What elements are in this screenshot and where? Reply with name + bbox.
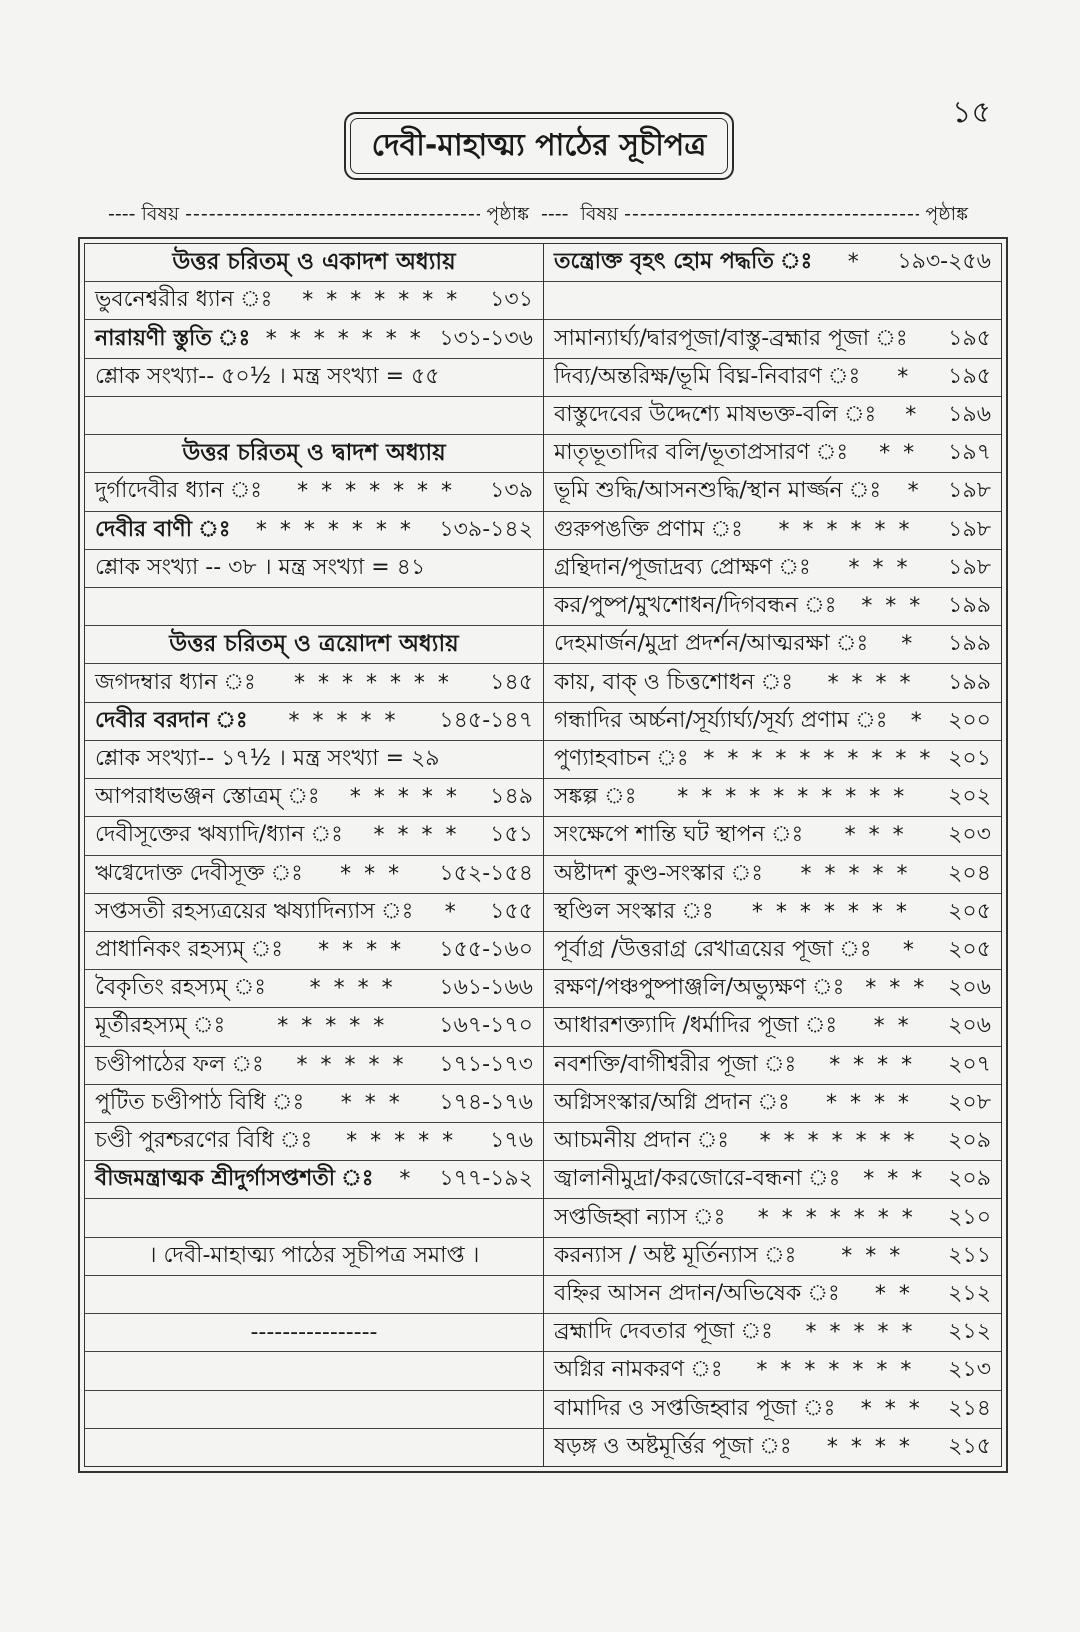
entry-page-number: ১৭৪-১৭৬ — [439, 1089, 533, 1115]
header-mid-dashes: ---- — [541, 203, 569, 225]
entry-title: চণ্ডী পুরশ্চরণের বিধি ঃ — [95, 1128, 313, 1154]
right-toc-entry — [544, 1352, 1001, 1390]
entry-leader-stars: * * * — [340, 1090, 403, 1116]
entry-page-number: ১৯৯ — [948, 631, 991, 657]
entry-title: তন্ত্রোক্ত বৃহৎ হোম পদ্ধতি ঃ — [554, 249, 813, 275]
left-verse-count-note: শ্লোক সংখ্যা-- ১৭½ । মন্ত্র সংখ্যা = ২৯ — [85, 741, 543, 779]
left-section-heading: উত্তর চরিতম্ ও ত্রয়োদশ অধ্যায় — [85, 626, 543, 664]
entry-title: সংক্ষেপে শান্তি ঘট স্থাপন ঃ — [554, 822, 804, 848]
entry-leader-stars: * * * * * — [349, 785, 460, 811]
entry-leader-stars: * * * * * * * — [265, 326, 424, 352]
right-toc-entry — [544, 1008, 1001, 1046]
entry-title: আপরাধভঞ্জন স্তোত্রম্ ঃ — [95, 784, 320, 810]
entry-leader-stars: * * * * * — [277, 1014, 388, 1040]
entry-title: আচমনীয় প্রদান ঃ — [554, 1128, 730, 1154]
entry-title: বহ্নির আসন প্রদান/অভিষেক ঃ — [554, 1281, 840, 1307]
entry-page-number: ১৯৩-২৫৬ — [897, 249, 991, 275]
left-toc-entry — [85, 703, 543, 741]
entry-title: জ্বালানীমুদ্রা/করজোরে-বন্ধনা ঃ — [554, 1166, 841, 1192]
entry-page-number: ১৭৭-১৯২ — [439, 1166, 533, 1192]
right-toc-entry — [544, 1314, 1001, 1352]
right-toc-entry — [544, 1238, 1001, 1276]
entry-leader-stars: * * * * — [309, 976, 396, 1002]
entry-title: নবশক্তি/বাগীশ্বরীর পূজা ঃ — [554, 1051, 797, 1077]
entry-leader-stars: * * * * * * * — [756, 1358, 915, 1384]
entry-title: সামান্যার্ঘ্য/দ্বারপূজা/বাস্তু-ব্রহ্মার পূজা ঃ — [554, 325, 908, 351]
entry-page-number: ১৬৭-১৭০ — [439, 1013, 533, 1039]
right-toc-entry — [544, 970, 1001, 1008]
entry-page-number: ২০১ — [948, 745, 991, 771]
entry-page-number: ২০৯ — [948, 1128, 991, 1154]
entry-leader-stars: * * * * * — [805, 1320, 916, 1346]
entry-page-number: ১৯৮ — [948, 478, 991, 504]
entry-leader-stars: * — [905, 402, 920, 428]
header-dash-fill-left — [185, 203, 480, 225]
entry-title: প্রাধানিকং রহস্যম্ ঃ — [95, 937, 283, 963]
left-centered-note: ---------------- — [85, 1314, 543, 1352]
entry-page-number: ২০৬ — [948, 1013, 991, 1039]
right-toc-entry — [544, 1276, 1001, 1314]
entry-leader-stars: * * * * — [373, 823, 460, 849]
right-toc-entry — [544, 1199, 1001, 1237]
entry-leader-stars: * * — [879, 441, 918, 467]
right-toc-entry — [544, 397, 1001, 435]
header-dash-fill-right — [624, 203, 919, 225]
page-number: ১৫ — [952, 95, 991, 130]
entry-leader-stars: * * * * * * * — [293, 670, 452, 696]
entry-leader-stars: * — [907, 479, 922, 505]
entry-page-number: ১৪৫-১৪৭ — [439, 707, 533, 733]
contents-table-inner — [84, 243, 1002, 1467]
left-section-heading: উত্তর চরিতম্ ও একাদশ অধ্যায় — [85, 244, 543, 282]
left-centered-note: । দেবী-মাহাত্ম্য পাঠের সূচীপত্র সমাপ্ত । — [85, 1238, 543, 1276]
entry-title: দেহমার্জন/মুদ্রা প্রদর্শন/আত্মরক্ষা ঃ — [554, 631, 869, 657]
entry-title: করন্যাস / অষ্ট মূর্তিন্যাস ঃ — [554, 1242, 797, 1268]
entry-page-number: ১৭৬ — [490, 1128, 533, 1154]
right-toc-entry — [544, 932, 1001, 970]
entry-leader-stars: * * * — [848, 555, 911, 581]
entry-page-number: ১৩৯ — [490, 478, 533, 504]
entry-leader-stars: * — [902, 938, 917, 964]
entry-leader-stars: * * * * * — [800, 861, 911, 887]
entry-leader-stars: * * — [873, 1014, 912, 1040]
right-toc-entry — [544, 779, 1001, 817]
entry-title: নারায়ণী স্তুতি ঃ — [95, 325, 251, 351]
entry-page-number: ১৩১ — [490, 287, 533, 313]
entry-leader-stars: * * * * — [318, 938, 405, 964]
entry-leader-stars: * — [910, 708, 925, 734]
entry-page-number: ১৯৮ — [948, 516, 991, 542]
entry-page-number: ১৯৭ — [948, 440, 991, 466]
left-toc-entry — [85, 817, 543, 855]
entry-page-number: ১৩৯-১৪২ — [439, 516, 533, 542]
entry-leader-stars: * * * * * — [296, 1052, 407, 1078]
entry-page-number: ১৪৫ — [490, 669, 533, 695]
left-empty-row — [85, 1429, 543, 1466]
entry-leader-stars: * * * * — [826, 1434, 913, 1460]
entry-leader-stars: * * * * * * * — [302, 288, 461, 314]
entry-leader-stars: * * * — [865, 976, 928, 1002]
right-toc-entry — [544, 473, 1001, 511]
entry-leader-stars: * * * * — [829, 1052, 916, 1078]
entry-title: মাতৃভূতাদির বলি/ভূতাপ্রসারণ ঃ — [554, 440, 849, 466]
entry-leader-stars: * * * * — [827, 670, 914, 696]
entry-leader-stars: * * * * * — [346, 1129, 457, 1155]
entry-page-number: ২০৮ — [948, 1089, 991, 1115]
left-empty-row — [85, 397, 543, 435]
entry-leader-stars: * * * — [861, 594, 924, 620]
left-verse-count-note: শ্লোক সংখ্যা-- ৫০½ । মন্ত্র সংখ্যা = ৫৫ — [85, 359, 543, 397]
entry-leader-stars: * * * * * * * — [751, 899, 910, 925]
entry-title: ভূমি শুদ্ধি/আসনশুদ্ধি/স্থান মার্জ্জন ঃ — [554, 478, 882, 504]
right-toc-entry — [544, 588, 1001, 626]
title-frame — [344, 112, 734, 180]
entry-page-number: ২০৭ — [948, 1051, 991, 1077]
entry-page-number: ১৯৬ — [948, 401, 991, 427]
left-toc-entry — [85, 970, 543, 1008]
entry-page-number: ২০৬ — [948, 975, 991, 1001]
right-toc-entry — [544, 244, 1001, 282]
entry-leader-stars: * * * — [844, 823, 907, 849]
right-empty-row — [544, 282, 1001, 320]
entry-page-number: ১৬১-১৬৬ — [439, 975, 533, 1001]
right-toc-entry — [544, 1429, 1001, 1466]
header-subject-right: বিষয় — [580, 203, 619, 225]
entry-title: বাস্তুদেবের উদ্দেশ্যে মাষভক্ত-বলি ঃ — [554, 401, 877, 427]
entry-page-number: ২১৪ — [948, 1395, 991, 1421]
right-toc-entry — [544, 435, 1001, 473]
left-toc-entry — [85, 320, 543, 358]
entry-page-number: ২১১ — [948, 1242, 991, 1268]
entry-title: গন্ধাদির অর্চ্চনা/সূর্য্যার্ঘ্য/সূর্য্য প্রণাম ঃ — [554, 707, 888, 733]
entry-title: সপ্তসতী রহস্যত্রয়ের ঋষ্যাদিন্যাস ঃ — [95, 898, 414, 924]
entry-leader-stars: * — [897, 364, 912, 390]
entry-page-number: ১৯৮ — [948, 554, 991, 580]
right-toc-entry — [544, 1391, 1001, 1429]
left-toc-entry — [85, 1161, 543, 1199]
entry-page-number: ২১৫ — [948, 1433, 991, 1459]
entry-leader-stars: * * * * * * * * * * — [677, 785, 908, 811]
entry-page-number: ১৯৫ — [948, 325, 991, 351]
entry-page-number: ২০৫ — [948, 937, 991, 963]
entry-page-number: ১৭১-১৭৩ — [439, 1051, 533, 1077]
entry-title: বৈকৃতিং রহস্যম্ ঃ — [95, 975, 267, 1001]
header-page-left: পৃষ্ঠাঙ্ক — [486, 203, 529, 225]
entry-title: জগদম্বার ধ্যান ঃ — [95, 669, 256, 695]
entry-title: আধারশক্ত্যাদি /ধর্মাদির পূজা ঃ — [554, 1013, 838, 1039]
entry-title: ভুবনেশ্বরীর ধ্যান ঃ — [95, 287, 273, 313]
entry-title: সপ্তজিহ্বা ন্যাস ঃ — [554, 1204, 726, 1230]
entry-leader-stars: * — [399, 1167, 414, 1193]
entry-title: বামাদির ও সপ্তজিহ্বার পূজা ঃ — [554, 1395, 836, 1421]
entry-title: ব্রহ্মাদি দেবতার পূজা ঃ — [554, 1319, 773, 1345]
left-toc-entry — [85, 856, 543, 894]
left-empty-row — [85, 1199, 543, 1237]
right-toc-entry — [544, 894, 1001, 932]
entry-page-number: ১৯৯ — [948, 593, 991, 619]
column-header-row — [108, 200, 968, 232]
left-toc-entry — [85, 779, 543, 817]
entry-title: গুরুপঙক্তি প্রণাম ঃ — [554, 516, 743, 542]
entry-leader-stars: * — [901, 632, 916, 658]
entry-leader-stars: * — [847, 250, 862, 276]
right-toc-entry — [544, 1161, 1001, 1199]
left-empty-row — [85, 588, 543, 626]
left-toc-entry — [85, 512, 543, 550]
left-empty-row — [85, 1391, 543, 1429]
header-lead-dashes: ---- — [108, 203, 136, 225]
entry-title: দুর্গাদেবীর ধ্যান ঃ — [95, 478, 263, 504]
entry-page-number: ২১৩ — [948, 1357, 991, 1383]
entry-title: কায়, বাক্ ও চিত্তশোধন ঃ — [554, 669, 793, 695]
entry-leader-stars: * * — [874, 1282, 913, 1308]
page-title: দেবী-মাহাত্ম্য পাঠের সূচীপত্র — [350, 118, 728, 174]
entry-leader-stars: * * * * — [825, 1090, 912, 1116]
contents-table — [78, 237, 1008, 1473]
entry-title: দেবীর বাণী ঃ — [95, 516, 231, 542]
right-toc-entry — [544, 626, 1001, 664]
entry-title: পূর্বাগ্র /উত্তরাগ্র রেখাত্রয়ের পূজা ঃ — [554, 937, 872, 963]
entry-leader-stars: * * * — [863, 1167, 926, 1193]
right-toc-entry — [544, 664, 1001, 702]
entry-title: চণ্ডীপাঠের ফল ঃ — [95, 1051, 264, 1077]
right-toc-entry — [544, 741, 1001, 779]
entry-page-number: ১৫৫ — [490, 898, 533, 924]
entry-title: মূর্তীরহস্যম্ ঃ — [95, 1013, 226, 1039]
left-empty-row — [85, 1276, 543, 1314]
entry-leader-stars: * * * * * * * — [297, 479, 456, 505]
entry-page-number: ২০৫ — [948, 898, 991, 924]
entry-title: রক্ষণ/পঞ্চপুষ্পাঞ্জলি/অভ্যুক্ষণ ঃ — [554, 975, 845, 1001]
right-toc-entry — [544, 1085, 1001, 1123]
entry-title: অষ্টাদশ কুণ্ড-সংস্কার ঃ — [554, 860, 763, 886]
entry-title: সঙ্কল্প ঃ — [554, 784, 637, 810]
left-section-heading: উত্তর চরিতম্ ও দ্বাদশ অধ্যায় — [85, 435, 543, 473]
entry-leader-stars: * * * * * * * — [759, 1129, 918, 1155]
entry-title: কর/পুষ্প/মুখশোধন/দিগবন্ধন ঃ — [554, 593, 837, 619]
left-empty-row — [85, 1352, 543, 1390]
entry-leader-stars: * * * * * — [288, 708, 399, 734]
entry-title: ঋগ্বেদোক্ত দেবীসূক্ত ঃ — [95, 860, 303, 886]
entry-page-number: ২১২ — [948, 1319, 991, 1345]
entry-title: পুণ্যাহবাচন ঃ — [554, 745, 689, 771]
entry-page-number: ২০২ — [948, 784, 991, 810]
right-toc-entry — [544, 856, 1001, 894]
right-toc-entry — [544, 512, 1001, 550]
entry-title: অগ্নিসংস্কার/অগ্নি প্রদান ঃ — [554, 1089, 790, 1115]
right-toc-entry — [544, 359, 1001, 397]
right-toc-entry — [544, 1123, 1001, 1161]
entry-title: দেবীর বরদান ঃ — [95, 707, 248, 733]
left-toc-entry — [85, 282, 543, 320]
right-toc-entry — [544, 1047, 1001, 1085]
header-page-right: পৃষ্ঠাঙ্ক — [925, 203, 968, 225]
right-toc-entry — [544, 320, 1001, 358]
entry-page-number: ২১২ — [948, 1281, 991, 1307]
entry-page-number: ১৪৯ — [490, 784, 533, 810]
entry-title: অগ্নির নামকরণ ঃ — [554, 1357, 723, 1383]
entry-leader-stars: * * * * * * * * * * — [703, 746, 934, 772]
entry-title: পুটিত চণ্ডীপাঠ বিধি ঃ — [95, 1089, 305, 1115]
entry-page-number: ২০৪ — [948, 860, 991, 886]
left-toc-entry — [85, 932, 543, 970]
entry-leader-stars: * * * — [860, 1396, 923, 1422]
entry-page-number: ২১০ — [948, 1204, 991, 1230]
entry-title: স্থণ্ডিল সংস্কার ঃ — [554, 898, 714, 924]
left-column — [85, 244, 544, 1466]
entry-title: বীজমন্ত্রাত্মক শ্রীদুর্গাসপ্তশতী ঃ — [95, 1166, 374, 1192]
entry-title: দিব্য/অন্তরিক্ষ/ভূমি বিঘ্ন-নিবারণ ঃ — [554, 363, 861, 389]
entry-page-number: ১৯৫ — [948, 363, 991, 389]
entry-page-number: ১৩১-১৩৬ — [439, 325, 533, 351]
entry-page-number: ১৫২-১৫৪ — [439, 860, 533, 886]
entry-leader-stars: * * * — [340, 861, 403, 887]
left-toc-entry — [85, 473, 543, 511]
entry-title: গ্রন্থিদান/পূজাদ্রব্য প্রোক্ষণ ঃ — [554, 554, 811, 580]
left-toc-entry — [85, 664, 543, 702]
entry-title: দেবীসূক্তের ঋষ্যাদি/ধ্যান ঃ — [95, 822, 343, 848]
right-toc-entry — [544, 550, 1001, 588]
right-column — [544, 244, 1001, 1466]
entry-page-number: ২০৯ — [948, 1166, 991, 1192]
entry-leader-stars: * * * — [841, 1243, 904, 1269]
left-verse-count-note: শ্লোক সংখ্যা -- ৩৮ । মন্ত্র সংখ্যা = ৪১ — [85, 550, 543, 588]
left-toc-entry — [85, 1008, 543, 1046]
entry-title: ষড়ঙ্গ ও অষ্টমূর্ত্তির পূজা ঃ — [554, 1433, 792, 1459]
entry-page-number: ২০০ — [948, 707, 991, 733]
left-toc-entry — [85, 1123, 543, 1161]
right-toc-entry — [544, 817, 1001, 855]
entry-page-number: ১৯৯ — [948, 669, 991, 695]
left-toc-entry — [85, 894, 543, 932]
right-toc-entry — [544, 703, 1001, 741]
entry-page-number: ১৫১ — [490, 822, 533, 848]
entry-leader-stars: * * * * * * * — [255, 517, 414, 543]
entry-leader-stars: * * * * * * — [778, 517, 913, 543]
left-toc-entry — [85, 1085, 543, 1123]
entry-leader-stars: * * * * * * * — [757, 1205, 916, 1231]
left-toc-entry — [85, 1047, 543, 1085]
entry-leader-stars: * — [444, 899, 459, 925]
header-subject-left: বিষয় — [141, 203, 180, 225]
entry-page-number: ১৫৫-১৬০ — [439, 937, 533, 963]
entry-page-number: ২০৩ — [948, 822, 991, 848]
